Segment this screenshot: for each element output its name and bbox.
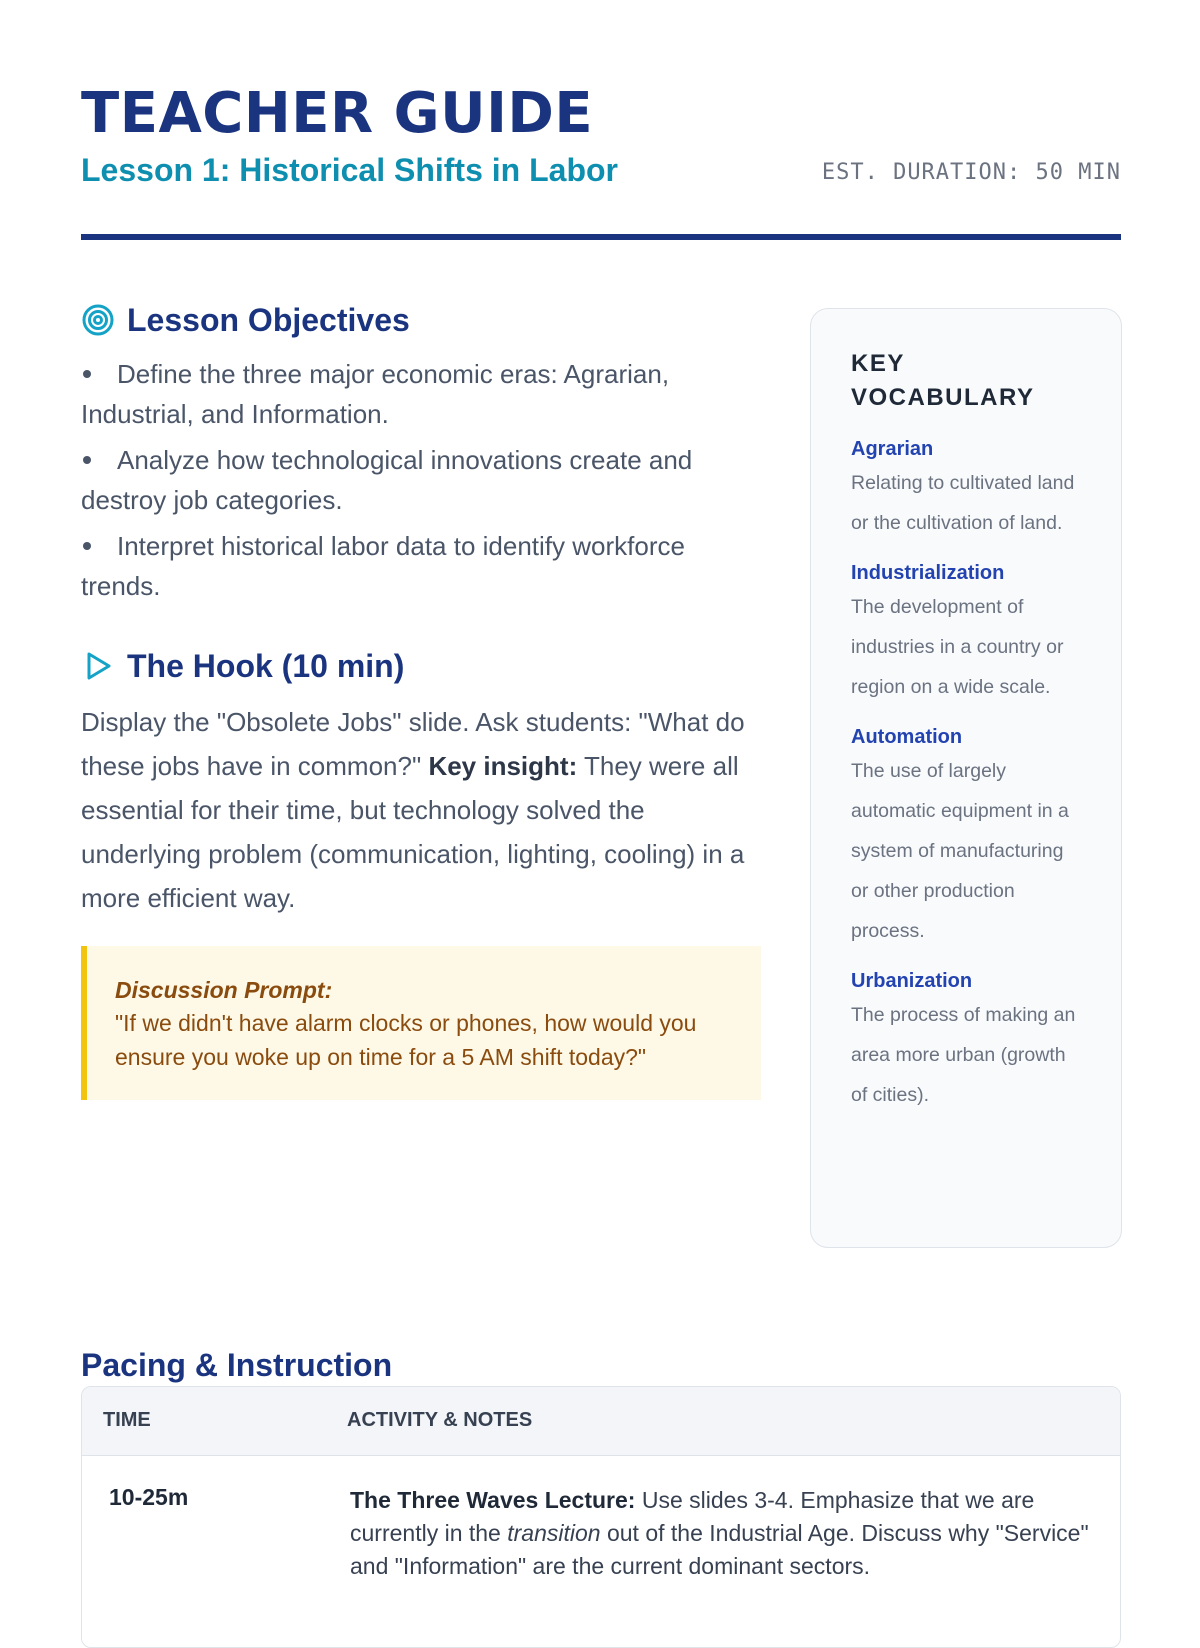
- discussion-text: "If we didn't have alarm clocks or phones, how would you ensure you woke up on time for a 5 AM shift today?": [115, 1010, 697, 1070]
- vocab-definition: The process of making an area more urban (growth of cities).: [851, 1004, 1076, 1106]
- play-icon: [81, 649, 115, 683]
- vocabulary-card: [810, 308, 1122, 1248]
- lesson-subtitle: Lesson 1: Historical Shifts in Labor: [81, 152, 618, 188]
- hook-heading: [81, 646, 761, 686]
- vocab-term: Industrialization: [851, 562, 1005, 584]
- discussion-label: Discussion Prompt:: [115, 977, 333, 1003]
- activity-title: The Three Waves Lecture:: [350, 1487, 636, 1513]
- target-icon: [81, 303, 115, 337]
- vocab-entry: [851, 435, 1081, 543]
- vocab-term: Agrarian: [851, 438, 934, 460]
- vocab-definition: Relating to cultivated land or the cultivation of land.: [851, 472, 1075, 534]
- vocab-definition: The development of industries in a country or region on a wide scale.: [851, 596, 1064, 698]
- objectives-heading-text: Lesson Objectives: [127, 302, 410, 338]
- discussion-callout: [81, 946, 761, 1100]
- pacing-heading: Pacing & Instruction: [81, 1346, 393, 1383]
- column-header-time: TIME: [103, 1409, 151, 1431]
- vocabulary-title: KEY VOCABULARY: [851, 350, 1035, 411]
- vocab-term: Urbanization: [851, 970, 973, 992]
- vocab-entry: [851, 967, 1081, 1115]
- row-notes: The Three Waves Lecture: Use slides 3-4. Emphasize that we are currently in the transition out of the Industrial Age. Discuss why "Service" and "Information" are the current dominant sectors.: [350, 1487, 1089, 1579]
- objectives-heading: [81, 300, 761, 340]
- duration-label: EST. DURATION: 50 MIN: [821, 160, 1121, 185]
- header-divider: [81, 234, 1121, 240]
- row-time: 10-25m: [109, 1484, 189, 1510]
- hook-heading-text: The Hook (10 min): [127, 648, 405, 684]
- list-item: Define the three major economic eras: Agrarian, Industrial, and Information.: [81, 359, 670, 429]
- list-item: Analyze how technological innovations create and destroy job categories.: [81, 445, 693, 515]
- main-column: [81, 300, 761, 1100]
- column-header-activity: ACTIVITY & NOTES: [347, 1409, 533, 1431]
- vocab-term: Automation: [851, 726, 963, 748]
- hook-paragraph: Display the "Obsolete Jobs" slide. Ask students: "What do these jobs have in common?" Key insight: They were all essential for their time, but technology solved the underlying problem (communication, lighting, cooling) in a more efficient way.: [81, 707, 745, 913]
- page-title: TEACHER GUIDE: [81, 81, 594, 146]
- objectives-list: [81, 354, 761, 606]
- pacing-table: [81, 1386, 1121, 1648]
- emphasis-text: transition: [507, 1520, 601, 1546]
- vocab-definition: The use of largely automatic equipment in a system of manufacturing or other production process.: [851, 760, 1069, 942]
- list-item: Interpret historical labor data to identify workforce trends.: [81, 531, 685, 601]
- key-insight-label: Key insight:: [428, 751, 578, 781]
- vocab-entry: [851, 723, 1081, 951]
- vocab-entry: [851, 559, 1081, 707]
- table-header: [82, 1387, 1120, 1456]
